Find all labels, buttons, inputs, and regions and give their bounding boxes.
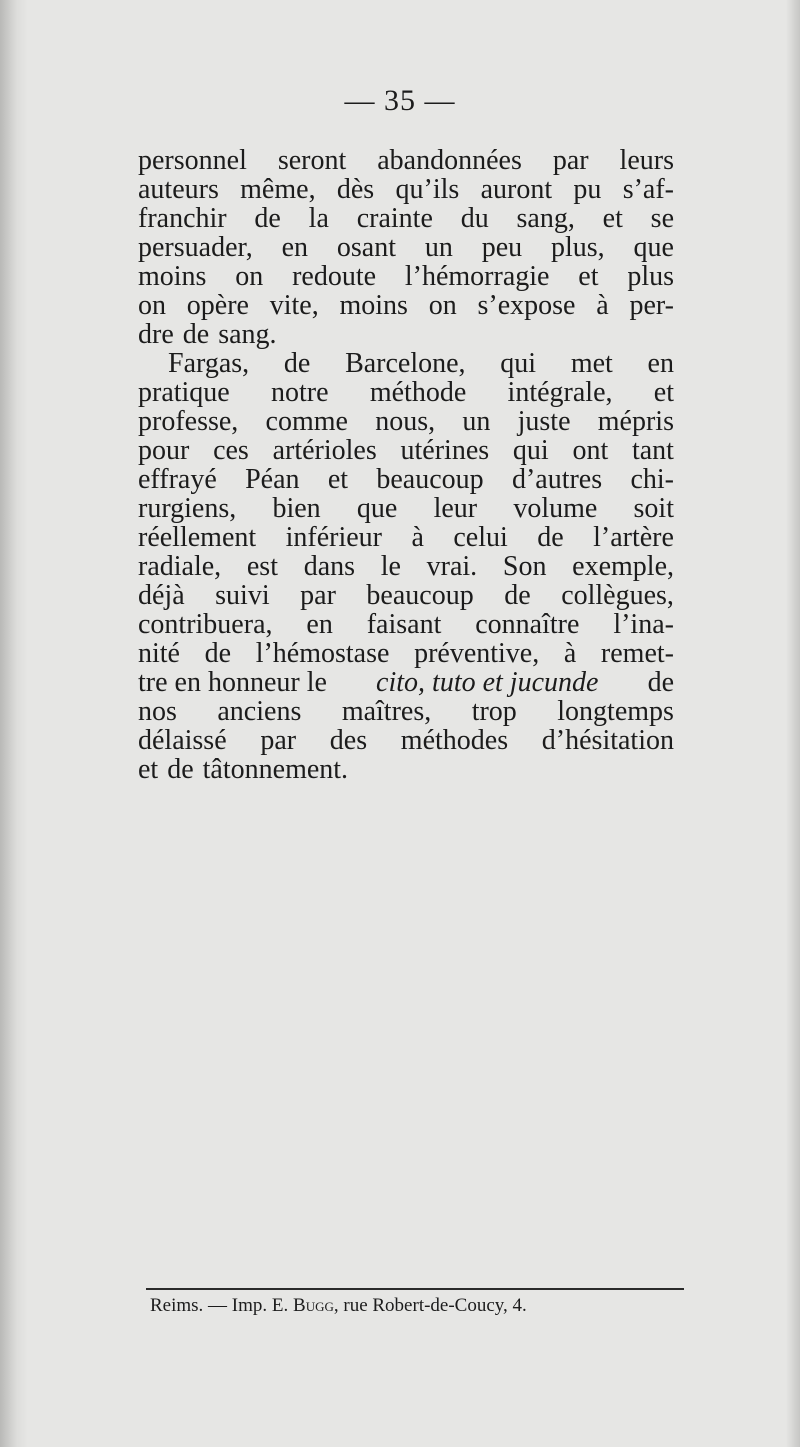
word: réellement — [138, 522, 257, 553]
word: remet- — [600, 638, 674, 669]
word: crainte — [356, 203, 433, 234]
text-line — [138, 523, 674, 552]
text-line — [138, 552, 674, 581]
word: par — [260, 725, 297, 756]
word: et — [578, 261, 599, 292]
text-line — [138, 726, 674, 755]
word: per- — [629, 290, 674, 321]
word: inférieur — [285, 522, 382, 553]
word: rurgiens, — [138, 493, 237, 524]
word: un — [424, 232, 453, 263]
text-line — [138, 291, 674, 320]
word: qu’ils — [395, 174, 460, 205]
word: de — [182, 319, 210, 350]
word: chi- — [630, 464, 674, 495]
text-line — [138, 233, 674, 262]
word: ces — [213, 435, 249, 466]
word: anciens — [217, 696, 302, 727]
text-line — [138, 378, 674, 407]
word: le — [380, 551, 401, 582]
word: de — [167, 754, 194, 785]
word: on — [428, 290, 457, 321]
word: s’af- — [622, 174, 674, 205]
word: délaissé — [138, 725, 227, 756]
word: celui — [453, 522, 508, 553]
word: intégrale, — [507, 377, 613, 408]
word: juste — [517, 406, 571, 437]
word: professe, — [138, 406, 239, 437]
word: l’artère — [593, 522, 674, 553]
word: connaître — [475, 609, 580, 640]
word: en — [281, 232, 309, 263]
word: s’expose — [477, 290, 576, 321]
word: on — [138, 290, 166, 321]
word: osant — [336, 232, 396, 263]
word: ont — [572, 435, 609, 466]
text-line — [138, 465, 674, 494]
word: dre — [138, 319, 174, 350]
word: seront — [277, 145, 347, 176]
text-line — [138, 436, 674, 465]
word: radiale, — [138, 551, 222, 582]
word: tant — [631, 435, 674, 466]
footer-rule — [146, 1288, 684, 1290]
word: dans — [303, 551, 356, 582]
word: pratique — [138, 377, 230, 408]
word: et — [327, 464, 349, 495]
word: sang. — [218, 319, 277, 350]
word: méthodes — [400, 725, 509, 756]
word: comme — [265, 406, 348, 437]
text-segment: tre en honneur le — [138, 667, 327, 698]
word: Barcelone, — [345, 348, 466, 379]
text-line-with-italic — [138, 668, 674, 697]
word: suivi — [215, 580, 270, 611]
word: Fargas, — [168, 348, 250, 379]
word: plus, — [551, 232, 605, 263]
word: pour — [138, 435, 190, 466]
text-line — [138, 146, 674, 175]
word: préventive, — [414, 638, 540, 669]
word: de — [537, 522, 564, 553]
word: redoute — [292, 261, 377, 292]
word: pu — [573, 174, 602, 205]
word: on — [235, 261, 264, 292]
word: un — [462, 406, 491, 437]
word: est — [246, 551, 278, 582]
text-line — [138, 262, 674, 291]
printer-name: Bugg — [293, 1295, 334, 1316]
word: leur — [433, 493, 478, 524]
word: volume — [513, 493, 598, 524]
page-number: — 35 — — [344, 84, 456, 117]
text-line — [138, 581, 674, 610]
word: personnel — [138, 145, 247, 176]
page-edge-shadow-right — [786, 0, 800, 1447]
word: se — [650, 203, 674, 234]
word: d’hésitation — [541, 725, 674, 756]
word: mépris — [597, 406, 674, 437]
text-line — [138, 175, 674, 204]
printer-imprint — [150, 1295, 680, 1317]
word: trop — [471, 696, 517, 727]
word: soit — [633, 493, 674, 524]
word: l’hémorragie — [404, 261, 550, 292]
word: Péan — [245, 464, 300, 495]
word: l’ina- — [613, 609, 674, 640]
text-line — [138, 407, 674, 436]
word: auteurs — [138, 174, 219, 205]
word: opère — [186, 290, 249, 321]
word: méthode — [369, 377, 467, 408]
word: moins — [339, 290, 408, 321]
word: vrai. — [426, 551, 478, 582]
word: faisant — [366, 609, 442, 640]
word: persuader, — [138, 232, 253, 263]
word: de — [283, 348, 311, 379]
word: qui — [500, 348, 537, 379]
word: auront — [480, 174, 553, 205]
word: exemple, — [572, 551, 674, 582]
text-line — [138, 610, 674, 639]
word: effrayé — [138, 464, 217, 495]
word: et — [138, 754, 159, 785]
word: maîtres, — [341, 696, 432, 727]
word: tâtonnement. — [202, 754, 349, 785]
italic-phrase: cito, tuto et jucunde — [376, 667, 599, 698]
word: par — [300, 580, 336, 611]
word: qui — [512, 435, 549, 466]
word: contribuera, — [138, 609, 273, 640]
word: à — [596, 290, 609, 321]
word: notre — [271, 377, 329, 408]
text-line-last — [138, 320, 674, 349]
word: nité — [138, 638, 180, 669]
word: Son — [502, 551, 547, 582]
word: bien — [272, 493, 321, 524]
word: moins — [138, 261, 207, 292]
word: artérioles — [272, 435, 377, 466]
text-line — [138, 697, 674, 726]
word: vite, — [269, 290, 319, 321]
word: de — [504, 580, 531, 611]
imprint-text: Reims. — Imp. E. — [150, 1295, 294, 1316]
word: nos — [138, 696, 177, 727]
word: d’autres — [511, 464, 603, 495]
word: même, — [240, 174, 316, 205]
word: plus — [627, 261, 674, 292]
text-segment: de — [647, 667, 674, 698]
word: peu — [481, 232, 523, 263]
word: l’hémostase — [255, 638, 390, 669]
word: nous, — [375, 406, 436, 437]
word: à — [563, 638, 577, 669]
word: des — [329, 725, 368, 756]
word: franchir — [138, 203, 227, 234]
word: et — [602, 203, 623, 234]
page-edge-shadow-left — [0, 0, 28, 1447]
word: sang, — [516, 203, 575, 234]
word: la — [308, 203, 329, 234]
word: que — [633, 232, 674, 263]
word: en — [647, 348, 674, 379]
word: beaucoup — [376, 464, 484, 495]
word: longtemps — [557, 696, 674, 727]
word: par — [552, 145, 589, 176]
word: utérines — [400, 435, 490, 466]
word: et — [653, 377, 674, 408]
text-line-last — [138, 755, 674, 784]
body-text — [138, 146, 674, 784]
word: beaucoup — [366, 580, 474, 611]
word: du — [460, 203, 489, 234]
word: de — [204, 638, 232, 669]
imprint-text: , rue Robert-de-Coucy, 4. — [333, 1295, 527, 1316]
text-line — [138, 204, 674, 233]
text-line — [138, 494, 674, 523]
word: met — [570, 348, 613, 379]
word: de — [254, 203, 281, 234]
word: abandonnées — [377, 145, 522, 176]
word: leurs — [619, 145, 674, 176]
word: déjà — [138, 580, 185, 611]
word: que — [356, 493, 398, 524]
word: collègues, — [561, 580, 674, 611]
word: en — [306, 609, 333, 640]
word: à — [411, 522, 424, 553]
text-line — [138, 639, 674, 668]
word: dès — [336, 174, 375, 205]
text-line-paragraph-start — [138, 349, 674, 378]
